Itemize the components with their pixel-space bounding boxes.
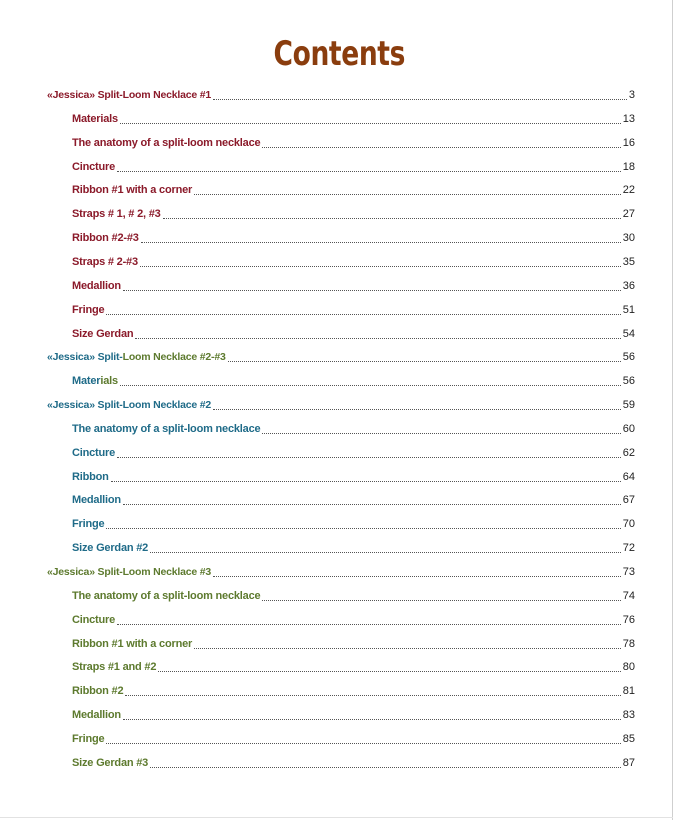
dot-leader (213, 99, 627, 100)
toc-entry[interactable] (72, 585, 635, 603)
toc-entry-label-part: Size Gerdan (72, 327, 134, 340)
toc-entry-label (72, 471, 109, 484)
toc-entry-label-part: Ribbon #1 with a corner (72, 184, 193, 197)
dot-leader (228, 361, 621, 362)
toc-page-number: 60 (622, 422, 635, 435)
toc-entry[interactable] (72, 203, 635, 221)
toc-entry[interactable] (72, 728, 635, 746)
toc-entry-label-part: Materials (72, 112, 118, 125)
toc-entry[interactable] (72, 179, 635, 197)
toc-entry-label (47, 399, 211, 412)
toc-entry-label-part: Ribbon #2 (72, 685, 124, 698)
toc-entry-label-part: Straps # 1, # 2, #3 (72, 208, 161, 221)
toc-entry[interactable] (72, 633, 635, 651)
dot-leader (123, 719, 621, 720)
toc-entry[interactable] (47, 84, 635, 102)
dot-leader (140, 266, 621, 267)
toc-page-number: 59 (622, 399, 635, 412)
toc-entry[interactable] (72, 275, 635, 293)
toc-entry[interactable] (72, 704, 635, 722)
toc-entry-label (72, 733, 104, 746)
toc-entry[interactable] (47, 561, 635, 579)
page-title: Contents (273, 34, 405, 74)
toc-entry[interactable] (72, 156, 635, 174)
toc-entry[interactable] (72, 489, 635, 507)
toc-entry-label-part: Size Gerdan #3 (72, 756, 149, 769)
toc-entry-label-part: Cincture (72, 160, 116, 173)
dot-leader (141, 242, 621, 243)
toc-entry[interactable] (72, 442, 635, 460)
toc-page-number: 76 (622, 613, 635, 626)
toc-entry-label-part: «Jessica» Split-Loom Necklace #2 (47, 399, 212, 412)
toc-entry-label-part: Straps # 2-#3 (72, 255, 138, 268)
dot-leader (106, 528, 620, 529)
toc-entry[interactable] (72, 680, 635, 698)
toc-entry[interactable] (72, 656, 635, 674)
toc-entry[interactable] (72, 752, 635, 770)
toc-entry-label (47, 351, 226, 364)
dot-leader (262, 600, 620, 601)
dot-leader (150, 552, 621, 553)
toc-entry-label-part: The anatomy of a split-loom necklace (72, 589, 261, 602)
toc-entry-label (72, 137, 260, 150)
toc-page-number: 85 (622, 732, 635, 745)
toc-entry[interactable] (47, 394, 635, 412)
toc-page-number: 36 (622, 279, 635, 292)
toc-entry-label-part: Medallion (72, 709, 121, 722)
toc-entry-label (72, 685, 123, 698)
toc-entry-label-part: Mater (72, 375, 101, 388)
toc-page-number: 30 (622, 232, 635, 245)
toc-page-number: 27 (622, 208, 635, 221)
toc-entry[interactable] (72, 251, 635, 269)
toc-entry-label (72, 256, 138, 269)
toc-page-number: 22 (622, 184, 635, 197)
toc-entry[interactable] (72, 108, 635, 126)
toc-entry-label-part: Fringe (72, 303, 105, 316)
toc-entry[interactable] (72, 466, 635, 484)
dot-leader (106, 743, 620, 744)
toc-entry-label (72, 590, 260, 603)
toc-page-number: 72 (622, 542, 635, 555)
toc-entry-label-part: Medallion (72, 279, 121, 292)
toc-entry-label (72, 208, 161, 221)
toc-entry-label-part: «Jessica» (47, 351, 98, 364)
toc-page-number: 67 (622, 494, 635, 507)
toc-entry-label (47, 566, 211, 579)
toc-entry-label (72, 423, 260, 436)
toc-entry-label-part: Size Gerdan #2 (72, 542, 149, 555)
toc-entry[interactable] (72, 323, 635, 341)
toc-entry-label-part: Loom (122, 351, 151, 364)
toc-entry-label-part: The anatomy of a split-loom necklace (72, 422, 261, 435)
toc-entry[interactable] (72, 418, 635, 436)
toc-entry-label (72, 638, 192, 651)
dot-leader (123, 504, 621, 505)
toc-page-number: 56 (622, 351, 635, 364)
toc-page-number: 74 (622, 589, 635, 602)
toc-page-number: 3 (628, 89, 635, 101)
toc-entry[interactable] (72, 227, 635, 245)
toc-entry-label-part: «Jessica» Split-Loom Necklace #3 (47, 566, 212, 578)
dot-leader (163, 218, 621, 219)
toc-entry-label (47, 89, 211, 102)
toc-entry[interactable] (72, 537, 635, 555)
toc-page-number: 16 (622, 136, 635, 149)
toc-page-number: 64 (622, 470, 635, 483)
toc-entry-label-part: Cincture (72, 613, 116, 626)
toc-page-number: 81 (622, 685, 635, 698)
toc-entry[interactable] (72, 132, 635, 150)
dot-leader (106, 314, 620, 315)
toc-page-number: 35 (622, 255, 635, 268)
dot-leader (194, 648, 621, 649)
toc-page-number: 73 (622, 566, 635, 578)
dot-leader (135, 338, 620, 339)
toc-page-number: 78 (622, 637, 635, 650)
toc-entry-label-part: Necklace #2-#3 (150, 351, 226, 364)
dot-leader (125, 695, 620, 696)
toc-entry-label (72, 494, 121, 507)
toc-page-number: 83 (622, 709, 635, 722)
toc-entry-label-part: Split-Loom Necklace #1 (97, 89, 212, 101)
dot-leader (117, 624, 621, 625)
toc-entry-label-part: Straps #1 and #2 (72, 661, 157, 674)
toc-entry[interactable] (72, 513, 635, 531)
toc-entry-label-part: «Jessica» (47, 89, 98, 101)
toc-entry[interactable] (72, 370, 635, 388)
toc-entry-label (72, 232, 139, 245)
dot-leader (213, 409, 621, 410)
toc-page-number: 51 (622, 303, 635, 316)
toc-entry-label (72, 161, 115, 174)
toc-entry-label-part: Ribbon (72, 470, 109, 483)
dot-leader (213, 576, 621, 577)
dot-leader (120, 385, 621, 386)
toc-entry-label (72, 328, 133, 341)
toc-entry-label-part: Medallion (72, 494, 121, 507)
toc-entry-label-part: Ribbon #1 with a corner (72, 637, 193, 650)
dot-leader (117, 171, 621, 172)
dot-leader (150, 767, 621, 768)
toc-entry-label-part: Cincture (72, 446, 116, 459)
toc-entry-label (72, 542, 148, 555)
toc-entry-label-part: Ribbon #2-#3 (72, 232, 139, 245)
dot-leader (194, 194, 621, 195)
toc-page-number: 18 (622, 160, 635, 173)
toc-entry-label (72, 661, 156, 674)
dot-leader (117, 457, 621, 458)
toc-entry-label-part: Split- (97, 351, 123, 364)
dot-leader (158, 671, 621, 672)
dot-leader (262, 147, 620, 148)
toc-page-number: 80 (622, 661, 635, 674)
toc-page-number: 56 (622, 375, 635, 388)
toc-entry-label-part: Fringe (72, 518, 105, 531)
toc-entry-label (72, 518, 104, 531)
toc-entry[interactable] (72, 609, 635, 627)
toc-entry-label-part: Fringe (72, 732, 105, 745)
dot-leader (111, 481, 621, 482)
toc-entry[interactable] (47, 346, 635, 364)
page-bottom-edge (0, 817, 673, 818)
toc-entry-label (72, 184, 192, 197)
toc-entry-label (72, 113, 118, 126)
toc-entry-label (72, 304, 104, 317)
toc-page-number: 54 (622, 327, 635, 340)
toc-entry-label (72, 757, 148, 770)
dot-leader (120, 123, 621, 124)
toc-page-number: 70 (622, 518, 635, 531)
toc-entry-label (72, 375, 118, 388)
toc-page-number: 13 (622, 112, 635, 125)
toc-entry[interactable] (72, 299, 635, 317)
dot-leader (123, 290, 621, 291)
page-edge (672, 0, 673, 820)
toc-entry-label (72, 709, 121, 722)
dot-leader (262, 433, 620, 434)
toc-entry-label (72, 614, 115, 627)
toc-entry-label (72, 280, 121, 293)
toc-entry-label (72, 447, 115, 460)
toc-page-number: 62 (622, 446, 635, 459)
toc-page-number: 87 (622, 756, 635, 769)
toc-entry-label-part: ials (100, 375, 118, 388)
toc-entry-label-part: The anatomy of a split-loom necklace (72, 136, 261, 149)
